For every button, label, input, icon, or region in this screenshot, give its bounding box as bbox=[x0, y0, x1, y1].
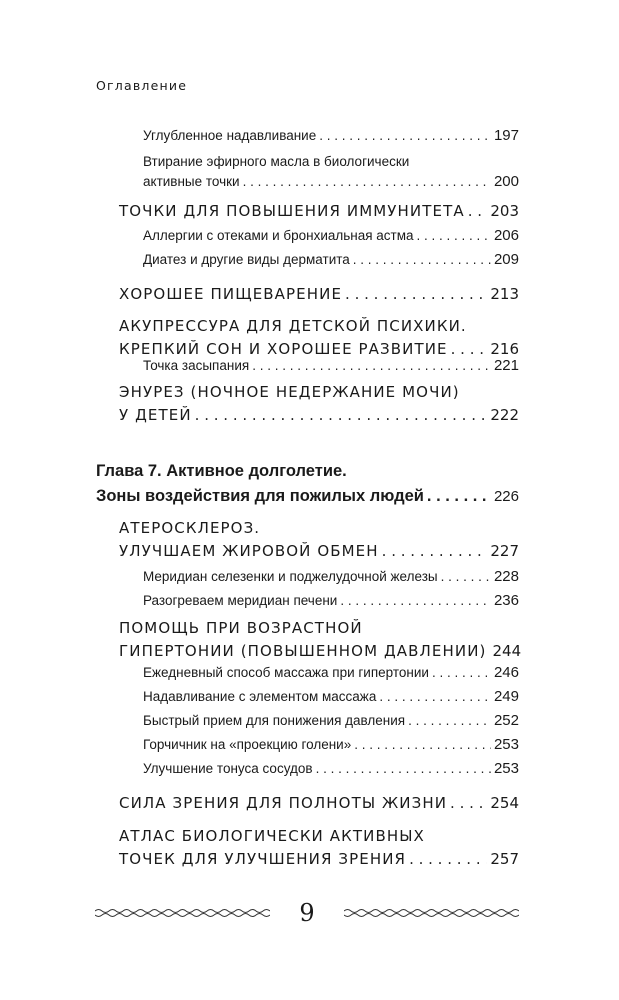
toc-entry-title: Диатез и другие виды дерматита bbox=[143, 252, 350, 267]
toc-entry-title: КРЕПКИЙ СОН И ХОРОШЕЕ РАЗВИТИЕ bbox=[119, 340, 448, 358]
toc-entry[interactable] bbox=[143, 250, 519, 270]
toc-page-number: 227 bbox=[490, 542, 519, 560]
page-number: 9 bbox=[299, 899, 315, 927]
toc-entry-title: Быстрый прием для понижения давления bbox=[143, 713, 406, 728]
dot-leader bbox=[409, 848, 487, 871]
toc-entry[interactable] bbox=[143, 356, 519, 376]
toc-entry-title: Ежедневный способ массажа при гипертонии bbox=[143, 665, 429, 680]
toc-page-number: 222 bbox=[490, 406, 519, 424]
toc-entry-title: ТОЧЕК ДЛЯ УЛУЧШЕНИЯ ЗРЕНИЯ bbox=[119, 850, 407, 868]
toc-page-number: 200 bbox=[493, 173, 519, 190]
dot-leader bbox=[354, 735, 491, 755]
dot-leader bbox=[432, 663, 491, 683]
toc-page-number: 236 bbox=[493, 592, 519, 609]
dot-leader bbox=[319, 126, 491, 146]
toc-entry-title: Меридиан селезенки и поджелудочной железы bbox=[143, 569, 438, 584]
toc-entry[interactable] bbox=[143, 591, 519, 611]
toc-entry[interactable] bbox=[119, 792, 519, 815]
dot-leader bbox=[417, 226, 491, 246]
toc-entry[interactable] bbox=[143, 126, 519, 146]
toc-entry-title-line: Втирание эфирного масла в биологически bbox=[143, 154, 410, 169]
toc-entry[interactable] bbox=[143, 711, 519, 731]
running-head: Оглавление bbox=[96, 78, 188, 93]
toc-entry-title: ХОРОШЕЕ ПИЩЕВАРЕНИЕ bbox=[119, 285, 343, 303]
toc-entry[interactable] bbox=[143, 152, 519, 192]
toc-page-number: 206 bbox=[493, 227, 519, 244]
toc-entry[interactable] bbox=[119, 825, 519, 871]
toc-entry-title-line: АТЛАС БИОЛОГИЧЕСКИ АКТИВНЫХ bbox=[119, 827, 425, 845]
toc-page-number: 253 bbox=[493, 760, 519, 777]
toc-entry-title: Точка засыпания bbox=[143, 358, 250, 373]
toc-entry[interactable] bbox=[143, 663, 519, 683]
toc-entry[interactable] bbox=[119, 617, 522, 663]
dot-leader bbox=[427, 484, 491, 509]
toc-entry-title-line: АКУПРЕССУРА ДЛЯ ДЕТСКОЙ ПСИХИКИ. bbox=[119, 317, 467, 335]
toc-page-number: 203 bbox=[490, 202, 519, 220]
toc-entry-title: Зоны воздействия для пожилых людей bbox=[96, 487, 424, 505]
toc-entry[interactable] bbox=[119, 283, 519, 306]
toc-entry-title-line: АТЕРОСКЛЕРОЗ. bbox=[119, 519, 261, 537]
toc-entry[interactable] bbox=[143, 567, 519, 587]
toc-entry-title: Аллергии с отеками и бронхиальная астма bbox=[143, 228, 414, 243]
toc-entry[interactable] bbox=[143, 226, 519, 246]
toc-entry[interactable] bbox=[143, 687, 519, 707]
toc-entry-title-line: Глава 7. Активное долголетие. bbox=[96, 462, 347, 480]
page-footer bbox=[95, 900, 519, 930]
toc-page-number: 197 bbox=[493, 127, 519, 144]
toc-entry-title-line: ЭНУРЕЗ (НОЧНОЕ НЕДЕРЖАНИЕ МОЧИ) bbox=[119, 383, 460, 401]
dot-leader bbox=[468, 200, 488, 223]
toc-page-number: 228 bbox=[493, 568, 519, 585]
dot-leader bbox=[382, 540, 488, 563]
toc-entry[interactable] bbox=[119, 315, 519, 361]
toc-page-number: 257 bbox=[490, 850, 519, 868]
dot-leader bbox=[379, 687, 491, 707]
toc-page-number: 254 bbox=[490, 794, 519, 812]
wavy-ornament-right-icon bbox=[344, 908, 519, 918]
dot-leader bbox=[195, 404, 488, 427]
toc-page-number: 226 bbox=[493, 488, 519, 505]
dot-leader bbox=[450, 792, 487, 815]
dot-leader bbox=[316, 759, 491, 779]
toc-entry-title: СИЛА ЗРЕНИЯ ДЛЯ ПОЛНОТЫ ЖИЗНИ bbox=[119, 794, 448, 812]
toc-entry-title: Углубленное надавливание bbox=[143, 128, 317, 143]
dot-leader bbox=[441, 567, 491, 587]
toc-entry[interactable] bbox=[119, 200, 519, 223]
toc-page-number: 221 bbox=[493, 357, 519, 374]
toc-entry-title: ГИПЕРТОНИИ (ПОВЫШЕННОМ ДАВЛЕНИИ) bbox=[119, 642, 487, 660]
toc-entry[interactable] bbox=[119, 517, 519, 563]
dot-leader bbox=[252, 356, 491, 376]
toc-page-number: 249 bbox=[493, 688, 519, 705]
toc-entry-title: Надавливание с элементом массажа bbox=[143, 689, 377, 704]
dot-leader bbox=[243, 172, 491, 192]
toc-entry[interactable] bbox=[119, 381, 519, 427]
toc-entry-title: активные точки bbox=[143, 174, 240, 189]
dot-leader bbox=[340, 591, 491, 611]
toc-page-number: 246 bbox=[493, 664, 519, 681]
toc-entry-title: Улучшение тонуса сосудов bbox=[143, 761, 313, 776]
toc-entry[interactable] bbox=[143, 735, 519, 755]
dot-leader bbox=[353, 250, 491, 270]
toc-entry-title-line: ПОМОЩЬ ПРИ ВОЗРАСТНОЙ bbox=[119, 619, 363, 637]
wavy-ornament-left-icon bbox=[95, 908, 270, 918]
toc-entry[interactable] bbox=[96, 459, 519, 509]
toc-page-number: 253 bbox=[493, 736, 519, 753]
toc-entry-title: Горчичник на «проекцию голени» bbox=[143, 737, 352, 752]
dot-leader bbox=[345, 283, 487, 306]
toc-entry-title: ТОЧКИ ДЛЯ ПОВЫШЕНИЯ ИММУНИТЕТА bbox=[119, 202, 465, 220]
toc-page-number: 216 bbox=[490, 340, 519, 358]
toc-entry[interactable] bbox=[143, 759, 519, 779]
toc-entry-title: Разогреваем меридиан печени bbox=[143, 593, 338, 608]
toc-page-number: 244 bbox=[492, 642, 522, 660]
dot-leader bbox=[408, 711, 491, 731]
toc-page-number: 213 bbox=[490, 285, 519, 303]
toc-page-number: 252 bbox=[493, 712, 519, 729]
toc-entry-title: УЛУЧШАЕМ ЖИРОВОЙ ОБМЕН bbox=[119, 542, 379, 560]
toc-entry-title: У ДЕТЕЙ bbox=[119, 406, 192, 424]
toc-page-number: 209 bbox=[493, 251, 519, 268]
